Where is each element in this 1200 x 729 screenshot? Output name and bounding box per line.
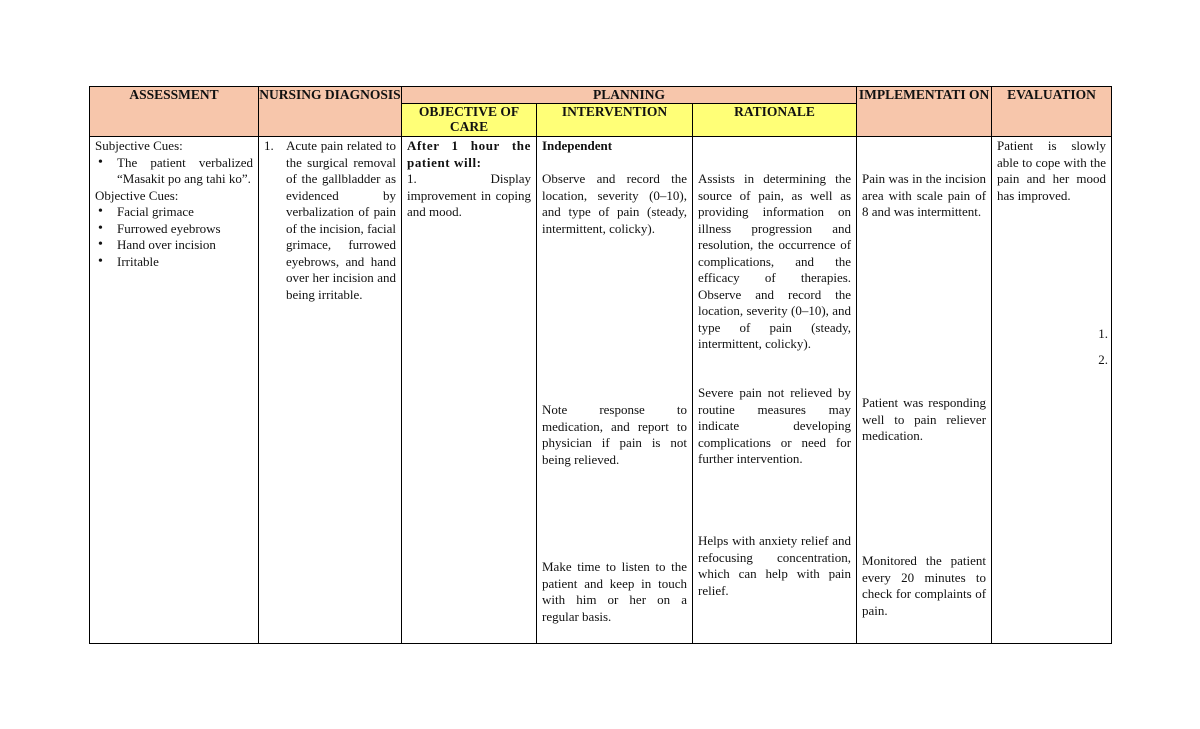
evaluation-side-number: 2. [1098,352,1109,367]
header-assessment: ASSESSMENT [90,87,259,137]
implementation-item: Pain was in the incision area with scale pain of 8 and was intermittent. [862,171,987,219]
diagnosis-number: 1. [264,138,274,153]
subjective-cues-label: Subjective Cues: [95,138,183,153]
subjective-cue-item: • The patient verbalized “Masakit po ang tahi ko”. [117,155,253,188]
rationale-item: Assists in determining the source of pain, as well as providing information on illness progression and resolution, the occurrence of complications, and the efficacy of therapies. Observe and record the location, severity (0–10), and type of pain (steady, intermittent, colicky). [698,171,852,351]
intervention-item: Make time to listen to the patient and keep in touch with him or her on a regular basis. [542,559,687,624]
evaluation-side-number: 1. [1098,326,1109,341]
intervention-item: Observe and record the location, severity (0–10), and type of pain (steady, intermittent, colicky). [542,171,687,236]
header-objective-of-care: OBJECTIVE OF CARE [402,104,537,137]
intervention-heading: Independent [542,138,613,153]
intervention-cell [537,137,693,644]
implementation-item: Monitored the patient every 20 minutes to check for complaints of pain. [862,553,987,618]
header-evaluation: EVALUATION [992,87,1112,137]
objective-cue-item: • Irritable [117,254,253,271]
diagnosis-text: Acute pain related to the surgical removal of the gallbladder as evidenced by verbalization of pain of the incision, facial grimace, furrowed eyebrows, and hand over her incision and being irritable. [286,138,396,302]
assessment-cell [90,137,259,644]
objective-goal: 1. Display improvement in coping and mood. [407,171,531,219]
objective-of-care-cell [402,137,537,644]
subjective-cues-list [95,155,253,188]
objective-cues-label: Objective Cues: [95,187,179,203]
nursing-care-plan-table [89,86,1112,644]
header-intervention: INTERVENTION [537,104,693,137]
objective-cues-list [95,204,253,270]
objective-cue-item: • Furrowed eyebrows [117,221,253,238]
objective-cue-item: • Hand over incision [117,237,253,254]
header-rationale: RATIONALE [693,104,857,137]
implementation-cell [857,137,992,644]
evaluation-cell [992,137,1112,644]
header-nursing-diagnosis: NURSING DIAGNOSIS [259,87,402,137]
nursing-diagnosis-cell [259,137,402,644]
rationale-item: Helps with anxiety relief and refocusing concentration, which can help with pain relief. [698,533,852,598]
objective-lead: After 1 hour the patient will: [407,138,531,170]
intervention-item: Note response to medication, and report to physician if pain is not being relieved. [542,402,687,467]
objective-cue-item: • Facial grimace [117,204,253,221]
implementation-item: Patient was responding well to pain reliever medication. [862,395,987,443]
header-planning: PLANNING [402,87,857,104]
rationale-item: Severe pain not relieved by routine measures may indicate developing complications or need for further intervention. [698,385,852,466]
header-implementation: IMPLEMENTATI ON [857,87,992,137]
rationale-cell [693,137,857,644]
evaluation-text: Patient is slowly able to cope with the pain and her mood has improved. [997,138,1107,203]
